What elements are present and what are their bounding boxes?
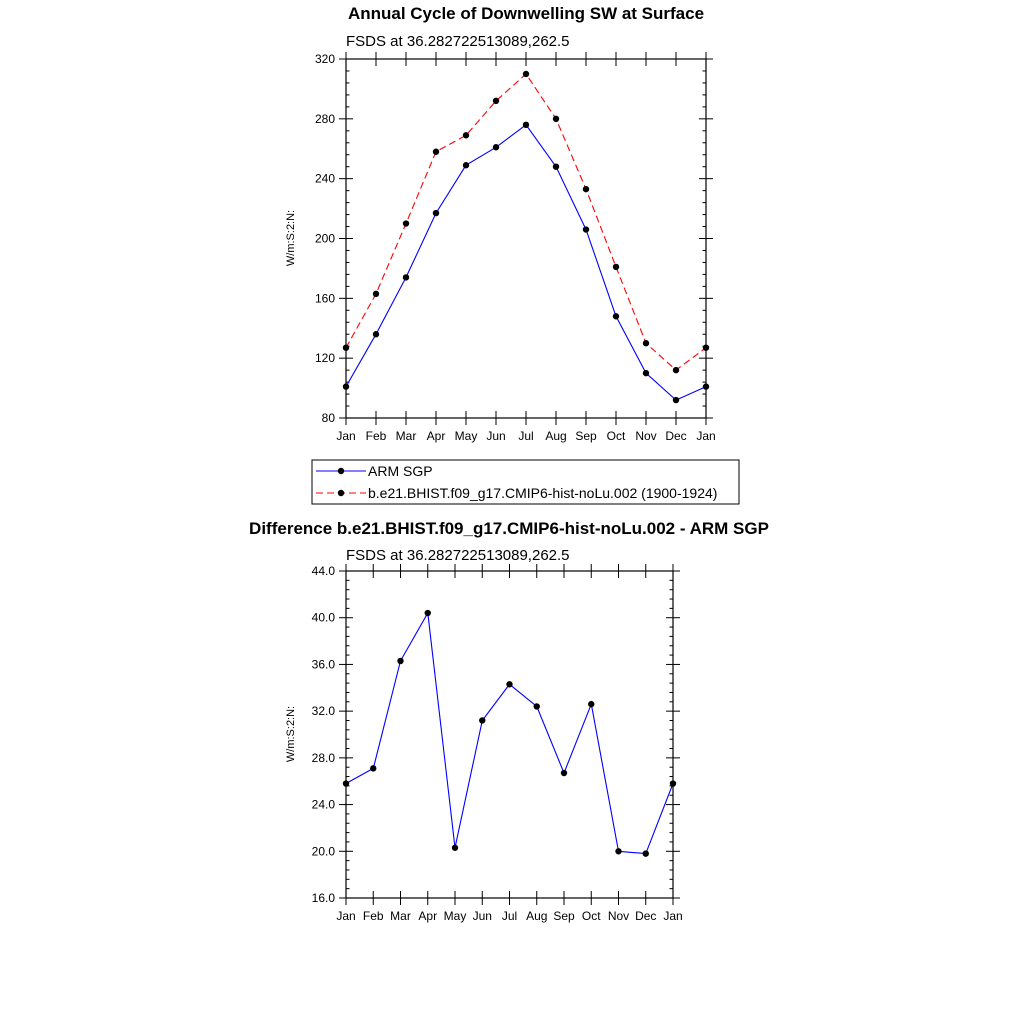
chart2-xtick-label: Sep [553,909,575,923]
chart1-series-1-point [373,291,379,297]
chart2-xtick-label: Mar [390,909,411,923]
chart1-xtick-label: Dec [665,429,687,443]
chart1-legend [312,460,739,504]
chart1-series-0-point [523,122,529,128]
chart2-ytick-label: 44.0 [311,564,335,578]
chart2-series-0-point [588,701,594,707]
chart1-series-0-point [373,331,379,337]
chart2-ytick-label: 40.0 [311,610,335,625]
chart2-ytick-label: 20.0 [311,844,335,859]
chart2-series-0-point [534,703,540,709]
legend-label-model: b.e21.BHIST.f09_g17.CMIP6-hist-noLu.002 (1900-1924) [368,485,718,501]
chart1-series-1-point [433,149,439,155]
chart2-ytick-label: 36.0 [311,657,335,672]
chart1-series-1-point [493,98,499,104]
chart1-ytick-label: 80 [321,411,335,425]
chart2-subtitle: FSDS at 36.282722513089,262.5 [346,547,570,564]
chart2-xtick-label: Apr [418,909,438,923]
chart2-series-0-point [506,681,512,687]
chart2-xtick-label: Jan [336,909,356,923]
chart1-ytick-label: 240 [314,171,335,186]
chart1-xtick-label: Apr [426,429,446,443]
chart1-xtick-label: Oct [606,429,626,443]
chart2-series-0-point [425,610,431,616]
chart2-series-0-point [397,658,403,664]
chart1-ytick-label: 200 [314,231,335,246]
chart1-ytick-label: 160 [314,291,335,306]
chart1-series-0-point [553,164,559,170]
chart2-title: Difference b.e21.BHIST.f09_g17.CMIP6-hist-noLu.002 - ARM SGP [249,519,769,538]
chart1-series-1-point [523,71,529,77]
chart2-xtick-label: Dec [635,909,657,923]
chart2-xtick-label: Aug [526,909,548,923]
chart2-xtick-label: Jun [472,909,492,923]
chart1-xtick-label: Sep [575,429,597,443]
chart1-series-1-point [343,344,349,350]
chart1-series-1-point [583,186,589,192]
chart1-xtick-label: Jun [486,429,506,443]
chart1-series-0-point [613,313,619,319]
legend-marker-model [338,490,344,496]
chart1-ylabel: W/m:S:2:N: [285,209,297,267]
legend-marker-arm [338,468,344,474]
chart2-series-0-point [343,780,349,786]
chart1-series-0-point [463,162,469,168]
chart2-series-0-point [643,850,649,856]
chart1-series-0-line [346,125,706,400]
chart1-xtick-label: Mar [395,429,417,443]
chart2-ytick-label: 16.0 [311,891,335,905]
chart1-series-1-point [403,220,409,226]
chart1-series-1-point [463,132,469,138]
chart1-title: Annual Cycle of Downwelling SW at Surface [347,4,705,23]
chart1-plot [315,52,716,443]
chart2-series-0-point [479,717,485,723]
chart2-xtick-label: May [443,909,467,923]
chart2-ytick-label: 28.0 [311,750,335,765]
legend-label-arm: ARM SGP [368,463,433,479]
chart1-ytick-label: 280 [314,111,335,126]
chart2-xtick-label: Jan [663,909,683,923]
chart1-xtick-label: Nov [635,429,657,443]
chart2-frame [346,571,673,898]
chart1-subtitle: FSDS at 36.282722513089,262.5 [346,33,570,50]
chart1-xtick-label: Jan [696,429,716,443]
chart2-xtick-label: Jul [501,909,518,923]
chart1-series-0-point [343,383,349,389]
chart1-series-1-point [703,344,709,350]
chart2-xtick-label: Nov [607,909,630,923]
chart1-xtick-label: Feb [365,429,387,443]
chart2-series-0-point [370,765,376,771]
chart1-series-1-point [613,264,619,270]
chart1-xtick-label: Aug [545,429,567,443]
chart2-series-0-point [615,848,621,854]
chart1-xtick-label: May [454,429,478,443]
chart2-plot [312,564,683,923]
chart1-series-0-point [493,144,499,150]
chart1-ytick-label: 320 [314,52,335,66]
chart2-series-0-line [346,613,673,854]
chart2-xtick-label: Oct [581,909,601,923]
chart2-ytick-label: 32.0 [311,704,335,719]
chart1-ytick-label: 120 [314,351,335,366]
chart1-xtick-label: Jul [518,429,534,443]
chart1-series-1-point [673,367,679,373]
chart1-series-0-point [673,397,679,403]
chart1-xtick-label: Jan [336,429,356,443]
chart1-series-0-point [403,274,409,280]
chart2-series-0-point [670,780,676,786]
chart1-series-0-point [703,383,709,389]
chart2-series-0-point [452,845,458,851]
chart2-series-0-point [561,770,567,776]
chart2-ytick-label: 24.0 [311,797,335,812]
chart1-series-1-point [553,116,559,122]
chart1-series-0-point [583,226,589,232]
chart2-ylabel: W/m:S:2:N: [285,705,297,763]
chart2-xtick-label: Feb [362,909,384,923]
chart1-series-1-point [643,340,649,346]
chart1-series-0-point [433,210,439,216]
chart1-series-1-line [346,74,706,370]
chart1-series-0-point [643,370,649,376]
